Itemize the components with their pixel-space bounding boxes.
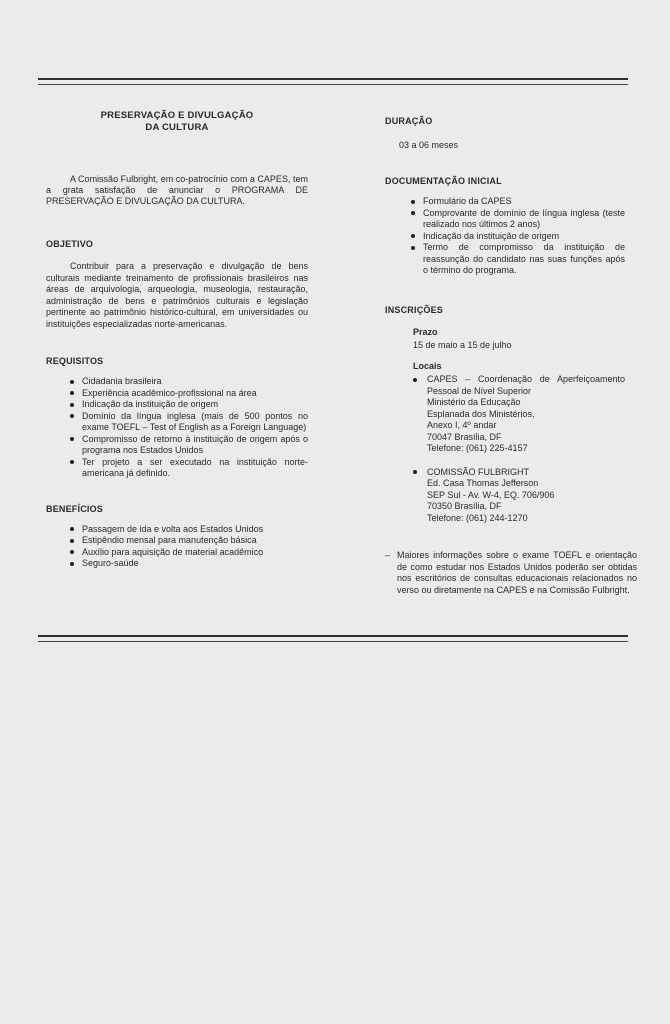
address-line: CAPES – Coordenação de Aperfeiçoamento <box>427 374 625 384</box>
address-line: SEP Sul - Av. W-4, EQ. 706/906 <box>427 489 555 500</box>
address-line: Anexo I, 4º andar <box>427 420 497 430</box>
list-item: Indicação da instituição de origem <box>411 231 625 243</box>
list-item: Comprovante de domínio de língua inglesa (teste realizado nos últimos 2 anos) <box>411 208 625 231</box>
fulbright-address <box>413 467 625 525</box>
requisitos-heading: REQUISITOS <box>46 356 104 366</box>
note-text: Maiores informações sobre o exame TOEFL e orientação de como estudar nos Estados Unidos poderão ser obtidas nos escritórios de consultas educacionais relacionados no verso ou diretamente na CAPES e na Comissão Fulbright. <box>397 550 637 595</box>
list-item: Seguro-saúde <box>70 558 308 570</box>
objetivo-heading: OBJETIVO <box>46 239 94 249</box>
address-line: Telefone: (061) 225-4157 <box>427 443 528 453</box>
inscricoes-section <box>385 305 625 525</box>
list-item: Passagem de ida e volta aos Estados Unidos <box>70 524 308 536</box>
capes-address <box>413 374 625 455</box>
prazo-text: 15 de maio a 15 de julho <box>413 339 512 350</box>
list-item: Ter projeto a ser executado na instituição norte-americana já definido. <box>70 457 308 480</box>
list-item: Domínio da língua inglesa (mais de 500 pontos no exame TOEFL – Test of English as a Foreign Language) <box>70 411 308 434</box>
intro-paragraph: A Comissão Fulbright, em co-patrocínio com a CAPES, tem a grata satisfação de anunciar o PROGRAMA DE PRESERVAÇÃO E DIVULGAÇÃO DA CULTURA. <box>46 174 308 206</box>
locais-list <box>413 374 625 524</box>
list-item: Indicação da instituição de origem <box>70 399 308 411</box>
objetivo-text: Contribuir para a preservação e divulgação de bens culturais mediante treinamento de profissionais brasileiros nas áreas de arquivologia, arqueologia, museologia, restauração, administração de bens e patrimônios culturais e legislação pertinente ao patrimônio histórico-cultural, em universidades ou instituições especializadas norte-americanas. <box>46 261 308 329</box>
requisitos-section <box>46 356 308 480</box>
documentacao-heading: DOCUMENTAÇÃO INICIAL <box>385 176 502 186</box>
duracao-text: 03 a 06 meses <box>399 140 459 150</box>
address-line: COMISSÃO FULBRIGHT <box>427 466 530 477</box>
list-item: Estipêndio mensal para manutenção básica <box>70 535 308 547</box>
list-item: Experiência acadêmico-profissional na área <box>70 388 308 400</box>
bottom-double-rule <box>38 635 628 642</box>
toefl-note <box>385 550 637 596</box>
prazo-label: Prazo <box>413 326 438 337</box>
duracao-heading: DURAÇÃO <box>385 116 433 126</box>
title-line-1: PRESERVAÇÃO E DIVULGAÇÃO <box>100 110 254 121</box>
beneficios-list <box>70 524 308 570</box>
top-double-rule <box>38 78 628 85</box>
requisitos-list <box>70 376 308 480</box>
address-line: Pessoal de Nível Superior <box>427 385 532 396</box>
address-line: Ministério da Educação <box>427 397 521 407</box>
right-column <box>385 110 625 536</box>
address-line: 70350 Brasília, DF <box>427 501 502 511</box>
documentacao-list <box>411 196 625 277</box>
note-dash: – <box>385 550 391 560</box>
locais-label: Locais <box>413 361 442 371</box>
left-column <box>46 110 308 570</box>
beneficios-section <box>46 504 308 570</box>
duracao-section <box>385 116 625 150</box>
list-item: Termo de compromisso da instituição de reassunção do candidato nas suas funções após o término do programa. <box>411 242 625 277</box>
documentacao-section <box>385 176 625 277</box>
document-title <box>46 110 308 134</box>
list-item: Auxílio para aquisição de material acadêmico <box>70 547 308 559</box>
inscricoes-heading: INSCRIÇÕES <box>385 304 444 315</box>
list-item: Formulário da CAPES <box>411 196 625 208</box>
list-item: Compromisso de retorno à instituição de origem após o programa nos Estados Unidos <box>70 434 308 457</box>
beneficios-heading: BENEFÍCIOS <box>46 503 104 514</box>
list-item: Cidadania brasileira <box>70 376 308 388</box>
title-line-2: DA CULTURA <box>145 122 209 133</box>
address-line: Esplanada dos Ministérios, <box>427 408 535 419</box>
address-line: 70047 Brasília, DF <box>427 431 502 442</box>
address-line: Telefone: (061) 244-1270 <box>427 512 528 523</box>
objetivo-section <box>46 239 308 330</box>
address-line: Ed. Casa Thomas Jefferson <box>427 478 539 488</box>
